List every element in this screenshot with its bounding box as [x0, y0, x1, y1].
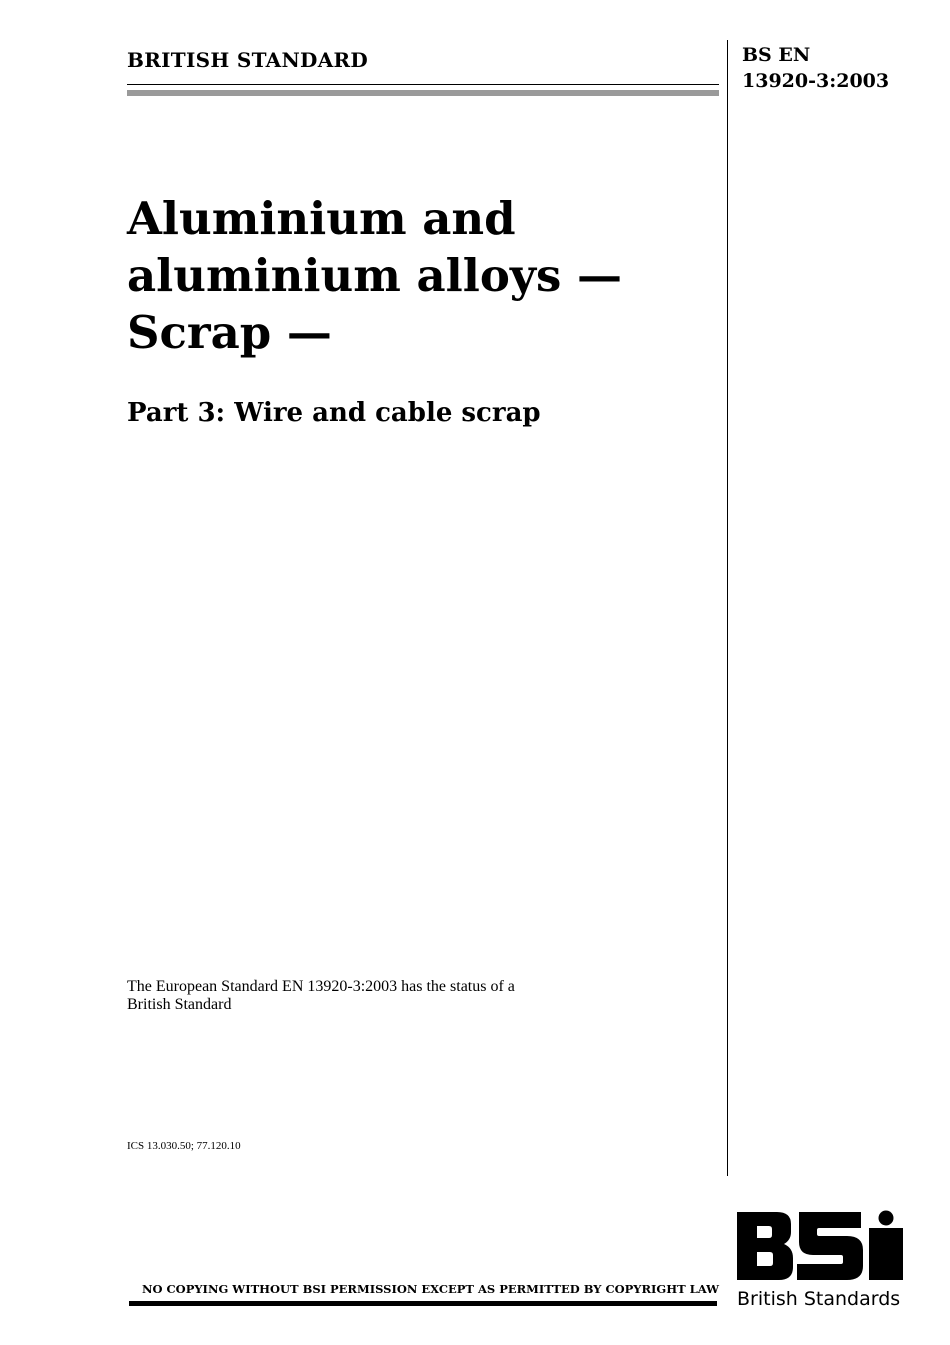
bsi-logo-letter-s — [797, 1212, 863, 1280]
title-line2: aluminium alloys — — [127, 249, 622, 302]
bsi-wordmark: British Standards — [737, 1288, 901, 1310]
ics-codes: ICS 13.030.50; 77.120.10 — [127, 1140, 241, 1152]
bsi-logo-letter-i — [869, 1211, 903, 1281]
document-title — [127, 190, 707, 361]
status-note — [127, 978, 647, 1014]
document-number-line2: 13920-3:2003 — [742, 70, 890, 92]
title-line3: Scrap — — [127, 306, 332, 359]
vertical-divider — [727, 40, 728, 1176]
header-rule-thick — [127, 90, 719, 96]
header-rule-thin — [127, 84, 719, 85]
copyright-notice: NO COPYING WITHOUT BSI PERMISSION EXCEPT AS PERMITTED BY COPYRIGHT LAW — [142, 1282, 720, 1296]
footer-rule — [129, 1301, 717, 1306]
document-subtitle: Part 3: Wire and cable scrap — [127, 398, 541, 428]
series-label: BRITISH STANDARD — [127, 48, 369, 72]
document-number — [742, 42, 912, 94]
status-note-line1: The European Standard EN 13920-3:2003 has the status of a — [127, 978, 515, 995]
title-line1: Aluminium and — [127, 192, 516, 245]
status-note-line2: British Standard — [127, 996, 232, 1013]
bsi-logo-letter-b — [737, 1212, 793, 1280]
document-number-line1: BS EN — [742, 44, 811, 66]
